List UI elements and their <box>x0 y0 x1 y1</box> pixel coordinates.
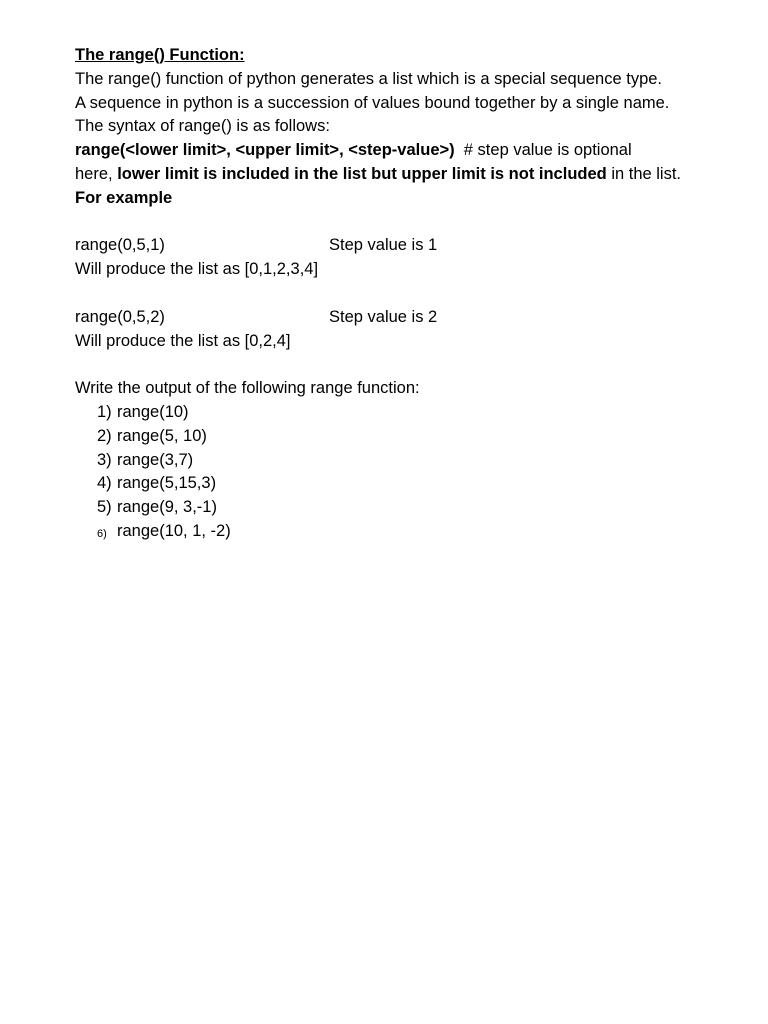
list-item <box>75 472 735 496</box>
question-number: 2) <box>97 426 112 445</box>
question-text: range(9, 3,-1) <box>117 498 217 517</box>
example-1-step: Step value is 1 <box>329 236 438 255</box>
syntax-comment: # step value is optional <box>454 141 632 160</box>
example-label: For example <box>75 188 173 207</box>
note-suffix: in the list. <box>606 164 682 183</box>
question-number: 6) <box>97 527 107 540</box>
question-text: range(10, 1, -2) <box>117 521 231 540</box>
spacer <box>75 211 735 235</box>
note-bold: lower limit is included in the list but upper limit is not included <box>117 164 607 183</box>
list-item <box>75 401 735 425</box>
syntax-code: range(<lower limit>, <upper limit>, <step-value>) <box>75 141 455 160</box>
question-list <box>75 401 735 544</box>
intro-line-3: The syntax of range() is as follows: <box>75 117 330 136</box>
question-text: range(3,7) <box>117 450 194 469</box>
list-item <box>75 496 735 520</box>
question-number: 1) <box>97 402 112 421</box>
syntax-line <box>75 139 735 163</box>
intro-line-1: The range() function of python generates a list which is a special sequence type. <box>75 69 663 88</box>
heading: The range() Function: <box>75 46 245 64</box>
example-1-call: range(0,5,1) <box>75 236 165 255</box>
document-page <box>75 44 735 544</box>
note-line <box>75 163 735 187</box>
example-2-step: Step value is 2 <box>329 307 438 326</box>
example-2-call: range(0,5,2) <box>75 307 165 326</box>
example-2-call-row <box>75 306 735 330</box>
question-number: 4) <box>97 474 112 493</box>
spacer <box>75 282 735 306</box>
exercise-prompt: Write the output of the following range function: <box>75 379 420 398</box>
list-item <box>75 425 735 449</box>
list-item <box>75 520 735 544</box>
intro-line-2: A sequence in python is a succession of values bound together by a single name. <box>75 93 670 112</box>
example-2-result: Will produce the list as [0,2,4] <box>75 331 291 350</box>
question-number: 5) <box>97 498 112 517</box>
example-1-call-row <box>75 234 735 258</box>
example-1-result: Will produce the list as [0,1,2,3,4] <box>75 260 319 279</box>
question-number: 3) <box>97 450 112 469</box>
question-text: range(10) <box>117 402 189 421</box>
spacer <box>75 353 735 377</box>
question-text: range(5,15,3) <box>117 474 217 493</box>
note-prefix: here, <box>75 164 118 183</box>
question-text: range(5, 10) <box>117 426 207 445</box>
list-item <box>75 449 735 473</box>
